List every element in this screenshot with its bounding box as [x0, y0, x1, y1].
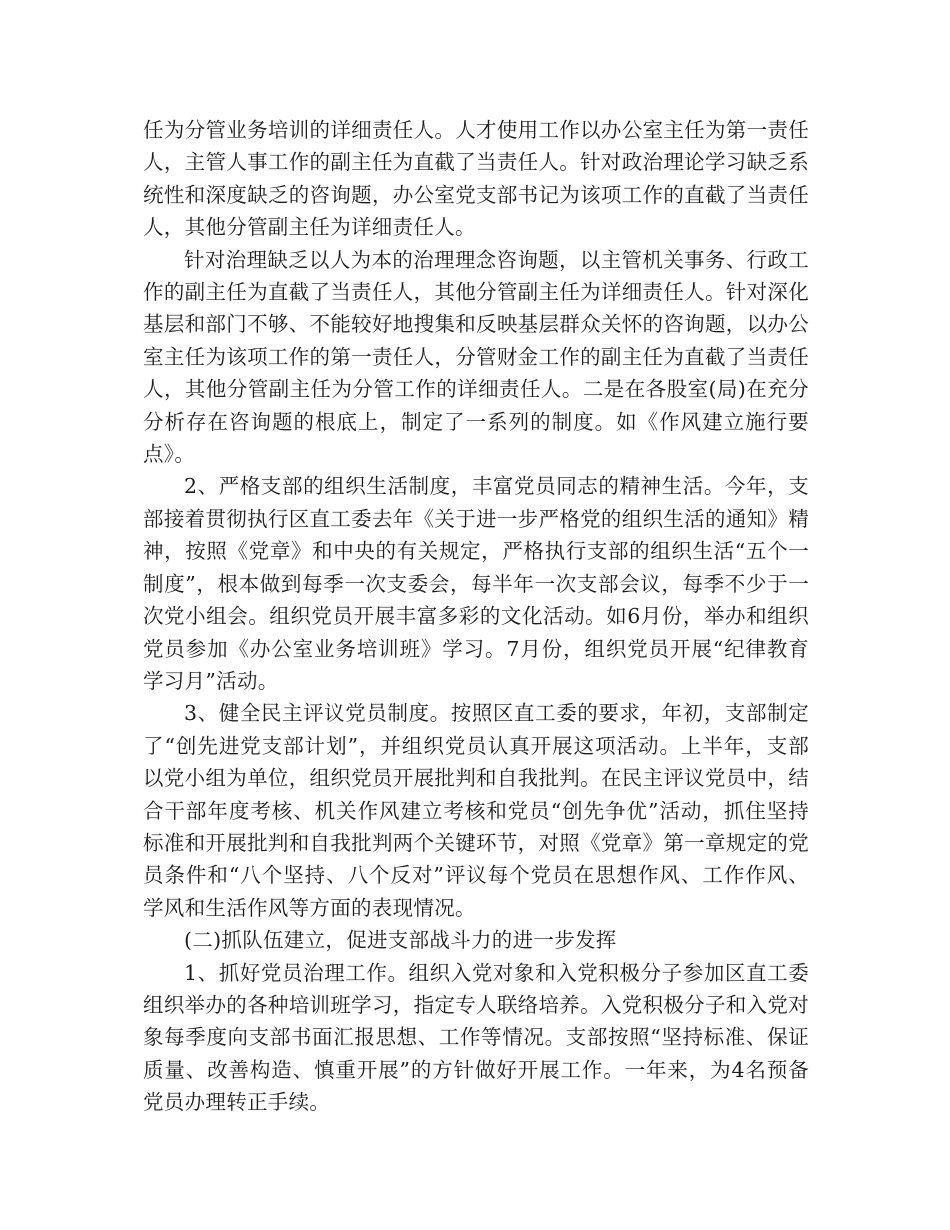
paragraph-5: 1、抓好党员治理工作。组织入党对象和入党积极分子参加区直工委组织举办的各种培训班学习，指定专人联络培养。入党积极分子和入党对象每季度向支部书面汇报思想、工作等情况。支部按照“坚持标准、保证质量、改善构造、慎重开展”的方针做好开展工作。一年来，为4名预备党员办理转正手续。 — [143, 960, 809, 1115]
paragraph-4: 3、健全民主评议党员制度。按照区直工委的要求，年初，支部制定了“创先进党支部计划”，并组织党员认真开展这项活动。上半年，支部以党小组为单位，组织党员开展批判和自我批判。在民主评议党员中，结合干部年度考核、机关作风建立考核和党员“创先争优”活动，抓住坚持标准和开展批判和自我批判两个关键环节，对照《党章》第一章规定的党员条件和“八个坚持、八个反对”评议每个党员在思想作风、工作作风、学风和生活作风等方面的表现情况。 — [143, 701, 809, 920]
section-heading: (二)抓队伍建立，促进支部战斗力的进一步发挥 — [184, 928, 617, 953]
paragraph-1: 任为分管业务培训的详细责任人。人才使用工作以办公室主任为第一责任人，主管人事工作的副主任为直截了当责任人。针对政治理论学习缺乏系统性和深度缺乏的咨询题，办公室党支部书记为该项工作的直截了当责任人，其他分管副主任为详细责任人。 — [143, 118, 809, 240]
paragraph-3: 2、严格支部的组织生活制度，丰富党员同志的精神生活。今年，支部接着贯彻执行区直工委去年《关于进一步严格党的组织生活的通知》精神，按照《党章》和中央的有关规定，严格执行支部的组织生活“五个一制度”，根本做到每季一次支委会，每半年一次支部会议，每季不少于一次党小组会。组织党员开展丰富多彩的文化活动。如6月份，举办和组织党员参加《办公室业务培训班》学习。7月份，组织党员开展“纪律教育学习月”活动。 — [143, 474, 809, 693]
paragraph-2: 针对治理缺乏以人为本的治理理念咨询题，以主管机关事务、行政工作的副主任为直截了当责任人，其他分管副主任为详细责任人。针对深化基层和部门不够、不能较好地搜集和反映基层群众关怀的咨询题，以办公室主任为该项工作的第一责任人，分管财金工作的副主任为直截了当责任人，其他分管副主任为分管工作的详细责任人。二是在各股室(局)在充分分析存在咨询题的根底上，制定了一系列的制度。如《作风建立施行要点》。 — [143, 247, 809, 467]
document-body — [143, 114, 809, 1119]
